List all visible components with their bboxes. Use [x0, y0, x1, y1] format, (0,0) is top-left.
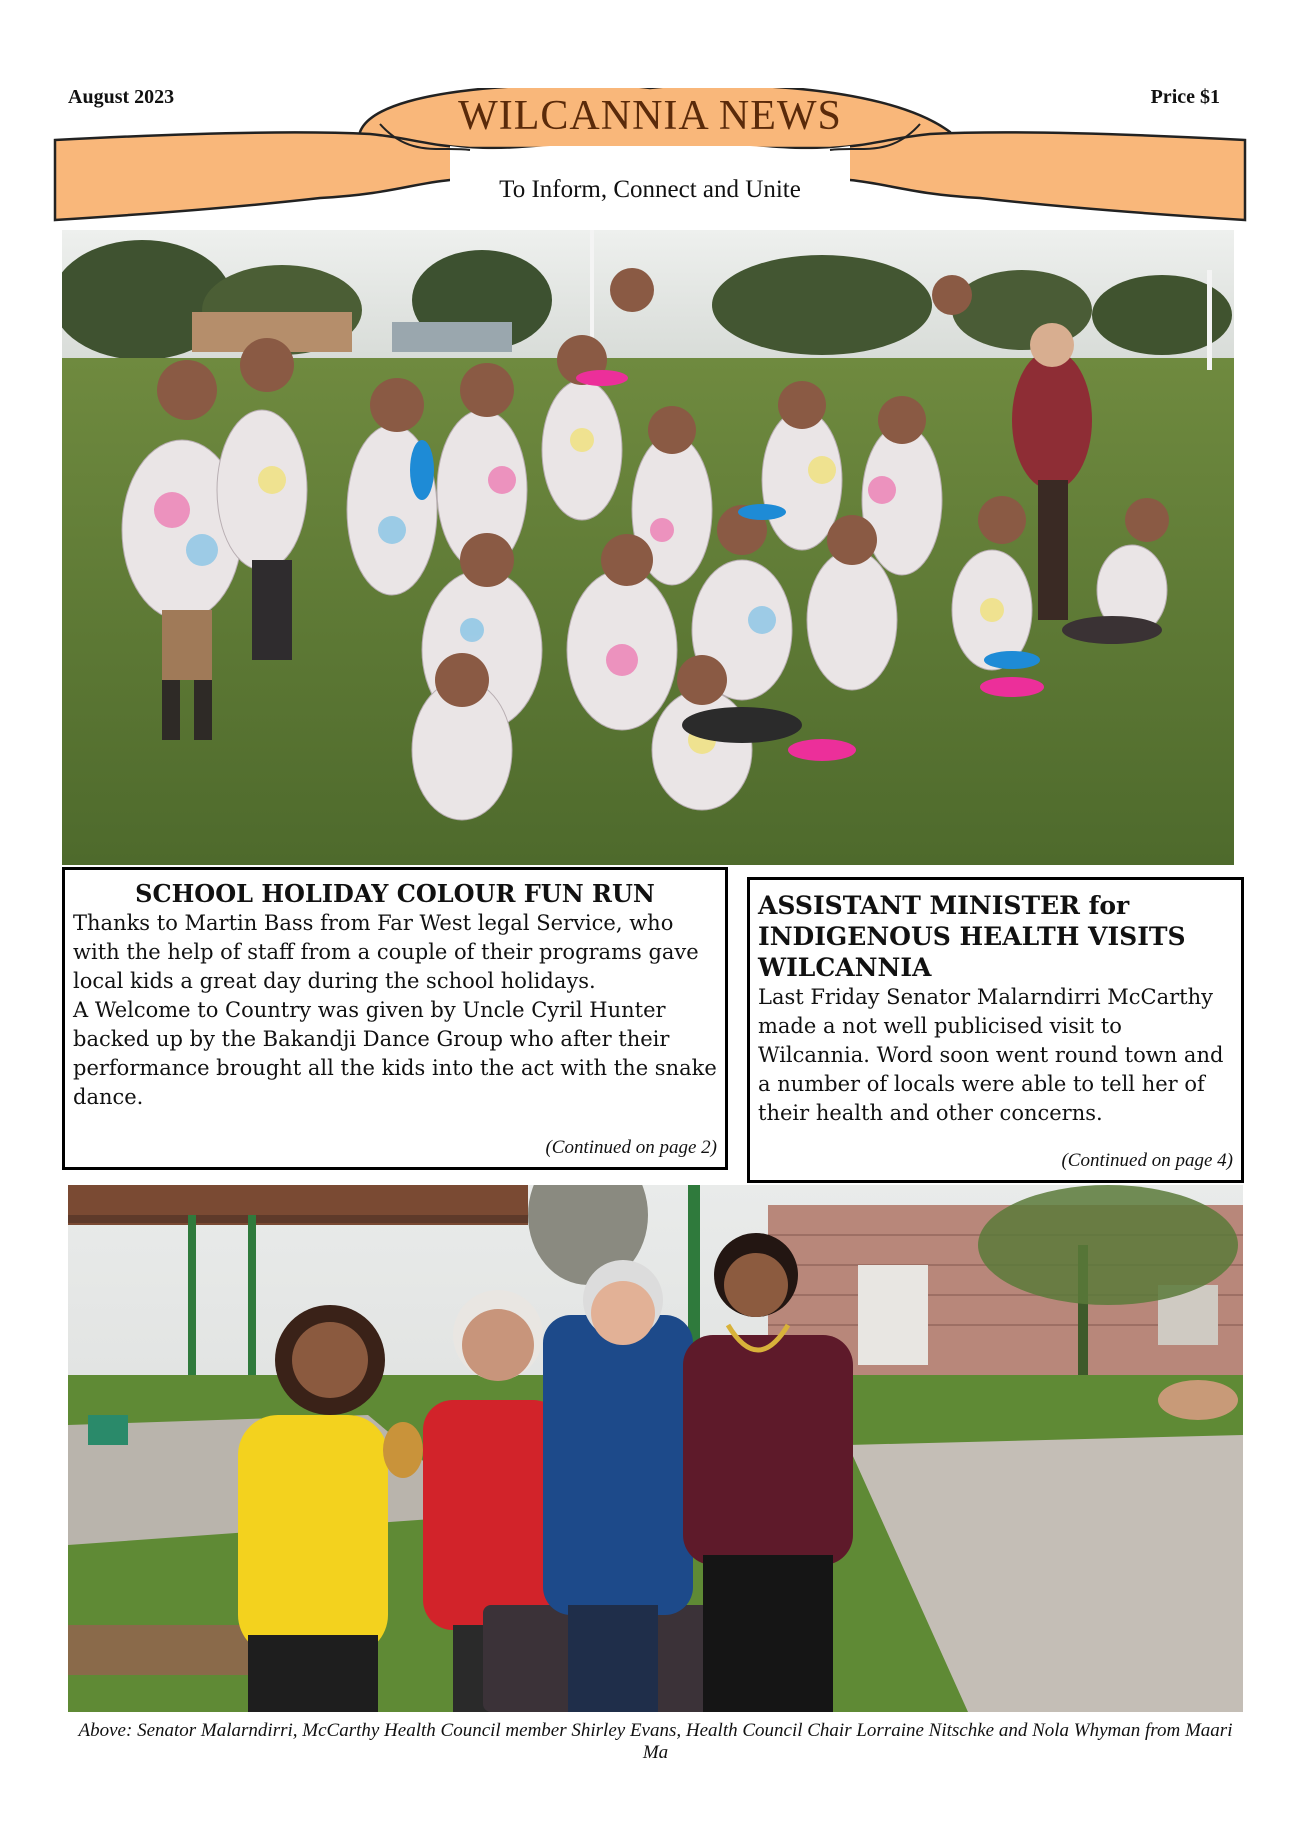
minister-visit-continued-link[interactable]: (Continued on page 4)	[1061, 1150, 1233, 1171]
colour-run-headline: SCHOOL HOLIDAY COLOUR FUN RUN	[135, 879, 655, 908]
photo-caption: Above: Senator Malarndirri, McCarthy Health Council member Shirley Evans, Health Council Chair Lorraine Nitschke and Nola Whyman from Maari Ma	[78, 1720, 1233, 1763]
colour-run-paragraph-2: A Welcome to Country was given by Uncle Cyril Hunter backed up by the Bakandji Dance Group who after their performance brought all the kids into the act with the snake dance.	[73, 998, 717, 1109]
colour-run-group-photo	[62, 230, 1234, 865]
masthead-tagline: To Inform, Connect and Unite	[499, 176, 801, 203]
issue-date: August 2023	[68, 86, 175, 108]
minister-visit-headline: ASSISTANT MINISTER for INDIGENOUS HEALTH VISITS WILCANNIA	[758, 891, 1186, 982]
minister-visit-article	[747, 877, 1244, 1183]
senator-visit-photo	[68, 1185, 1243, 1712]
issue-price: Price $1	[1150, 86, 1220, 108]
colour-run-article	[62, 867, 728, 1170]
minister-visit-body: Last Friday Senator Malarndirri McCarthy made a not well publicised visit to Wilcannia. Word soon went round town and a number of locals were able to tell her of their health and other concerns.	[758, 985, 1224, 1125]
masthead-title: WILCANNIA NEWS	[458, 93, 842, 139]
colour-run-paragraph-1: Thanks to Martin Bass from Far West legal Service, who with the help of staff from a couple of their programs gave local kids a great day during the school holidays.	[73, 911, 699, 993]
colour-run-continued-link[interactable]: (Continued on page 2)	[545, 1137, 717, 1158]
